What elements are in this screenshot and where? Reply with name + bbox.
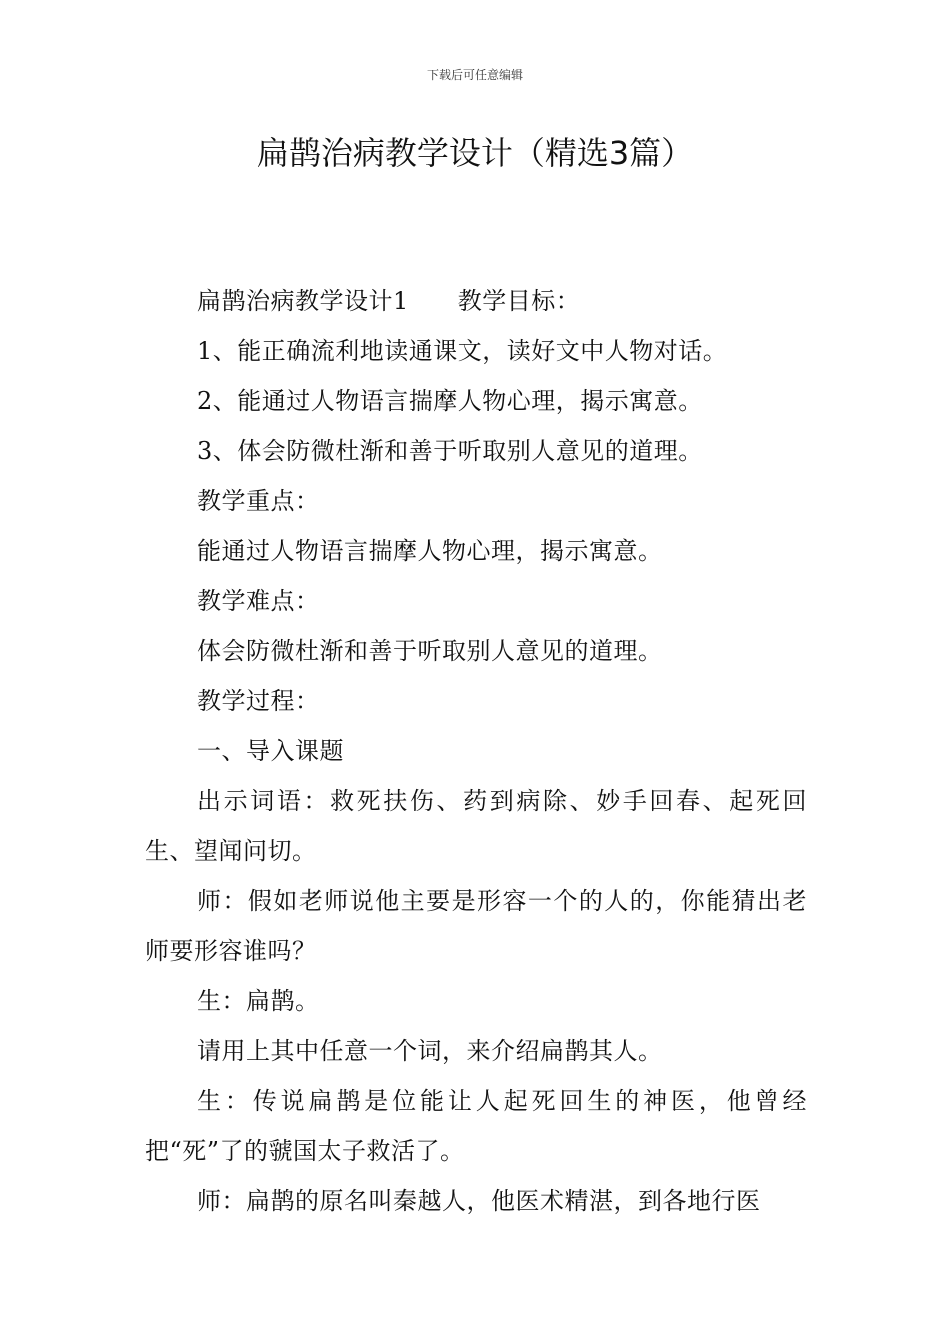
paragraph: 体会防微杜渐和善于听取别人意见的道理。: [197, 637, 663, 665]
page-header-note: 下载后可任意编辑: [426, 68, 523, 82]
paragraph: 生：传说扁鹊是位能让人起死回生的神医，他曾经把“死”了的虢国太子救活了。: [145, 1087, 807, 1165]
paragraph: 一、导入课题: [197, 737, 344, 765]
paragraph: 师：假如老师说他主要是形容一个的人的，你能猜出老师要形容谁吗？: [145, 887, 807, 965]
paragraph: 教学过程：: [197, 687, 320, 715]
document-title: 扁鹊治病教学设计（精选3篇）: [256, 134, 694, 172]
paragraph: 1、能正确流利地读通课文，读好文中人物对话。: [197, 337, 728, 365]
paragraph: 师：扁鹊的原名叫秦越人，他医术精湛，到各地行医: [197, 1187, 761, 1215]
paragraph: 扁鹊治病教学设计1 教学目标：: [197, 287, 581, 315]
document-body: [145, 276, 807, 1226]
paragraph: 出示词语：救死扶伤、药到病除、妙手回春、起死回生、望闻问切。: [145, 787, 807, 865]
paragraph: 能通过人物语言揣摩人物心理，揭示寓意。: [197, 537, 663, 565]
paragraph: 请用上其中任意一个词，来介绍扁鹊其人。: [197, 1037, 663, 1065]
paragraph: 教学重点：: [197, 487, 320, 515]
paragraph: 生：扁鹊。: [197, 987, 320, 1015]
paragraph: 2、能通过人物语言揣摩人物心理，揭示寓意。: [197, 387, 703, 415]
paragraph: 3、体会防微杜渐和善于听取别人意见的道理。: [197, 437, 703, 465]
paragraph: 教学难点：: [197, 587, 320, 615]
